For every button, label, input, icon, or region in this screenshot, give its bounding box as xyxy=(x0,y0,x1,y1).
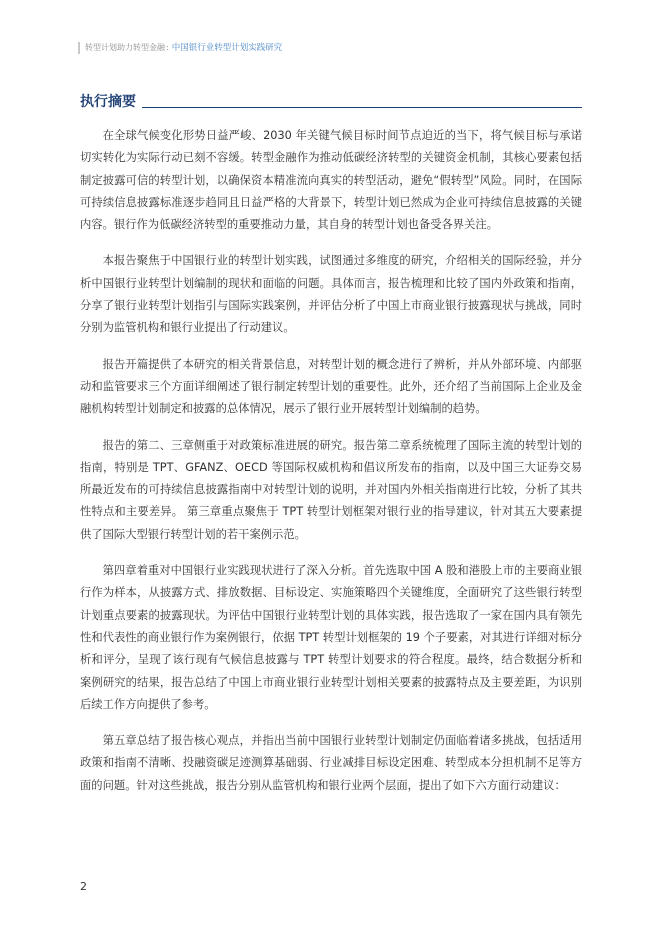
section-title-underline xyxy=(142,107,582,108)
paragraph-6: 第五章总结了报告核心观点，并指出当前中国银行业转型计划制定仍面临着诸多挑战，包括适用政策和指南不清晰、投融资碳足迹测算基础弱、行业减排目标设定困难、转型成本分担机制不足等方面的问题。针对这些挑战，报告分别从监管机构和银行业两个层面，提出了如下六方面行动建议： xyxy=(80,734,582,792)
header-series-title: 转型计划助力转型金融 xyxy=(85,43,165,52)
section-heading xyxy=(80,93,582,111)
header-separator: : xyxy=(166,43,169,52)
section-title: 执行摘要 xyxy=(80,94,136,110)
paragraph-1: 在全球气候变化形势日益严峻、2030 年关键气候目标时间节点迫近的当下，将气候目标与承诺切实转化为实际行动已刻不容缓。转型金融作为推动低碳经济转型的关键资金机制，其核心要素包括制定披露可信的转型计划，以确保资本精准流向真实的转型活动，避免“假转型”风险。同时，在国际可持续信息披露标准逐步趋同且日益严格的大背景下，转型计划已然成为企业可持续信息披露的关键内容。银行作为低碳经济转型的重要推动力量，其自身的转型计划也备受各界关注。 xyxy=(80,129,582,232)
body-text xyxy=(80,125,582,811)
paragraph-2: 本报告聚焦于中国银行业的转型计划实践，试图通过多维度的研究，介绍相关的国际经验，并分析中国银行业转型计划编制的现状和面临的问题。具体而言，报告梳理和比较了国内外政策和指南，分享了银行业转型计划指引与国际实践案例，并评估分析了中国上市商业银行披露现状与挑战，同时分别为监管机构和银行业提出了行动建议。 xyxy=(80,254,582,335)
header-report-title: 中国银行业转型计划实践研究 xyxy=(171,43,283,53)
running-header xyxy=(78,42,282,54)
header-accent-bar xyxy=(78,42,80,54)
paragraph-4: 报告的第二、三章侧重于对政策标准进展的研究。报告第二章系统梳理了国际主流的转型计划的指南，特别是 TPT、GFANZ、OECD 等国际权威机构和倡议所发布的指南，以及中国三大证券交易所最近发布的可持续信息披露指南中对转型计划的说明，并对国内外相关指南进行比较，分析了其共性特点和主要差异。 第三章重点聚焦于 TPT 转型计划框架对银行业的指导建议，针对其五大要素提供了国际大型银行转型计划的若干案例示范。 xyxy=(80,438,582,541)
page-number: 2 xyxy=(80,880,87,893)
paragraph-3: 报告开篇提供了本研究的相关背景信息，对转型计划的概念进行了辨析，并从外部环境、内部驱动和监管要求三个方面详细阐述了银行制定转型计划的重要性。此外，还介绍了当前国际上企业及金融机构转型计划制定和披露的总体情况，展示了银行业开展转型计划编制的趋势。 xyxy=(80,357,582,416)
paragraph-5: 第四章着重对中国银行业实践现状进行了深入分析。首先选取中国 A 股和港股上市的主要商业银行作为样本，从披露方式、排放数据、目标设定、实施策略四个关键维度，全面研究了这些银行转型计划重点要素的披露现状。为评估中国银行业转型计划的具体实践，报告选取了一家在国内具有领先性和代表性的商业银行作为案例银行，依据 TPT 转型计划框架的 19 个子要素，对其进行详细对标分析和评分，呈现了该行现有气候信息披露与 TPT 转型计划要求的符合程度。最终，结合数据分析和案例研究的结果，报告总结了中国上市商业银行业转型计划相关要素的披露特点及主要差距，为识别后续工作方向提供了参考。 xyxy=(80,564,582,711)
